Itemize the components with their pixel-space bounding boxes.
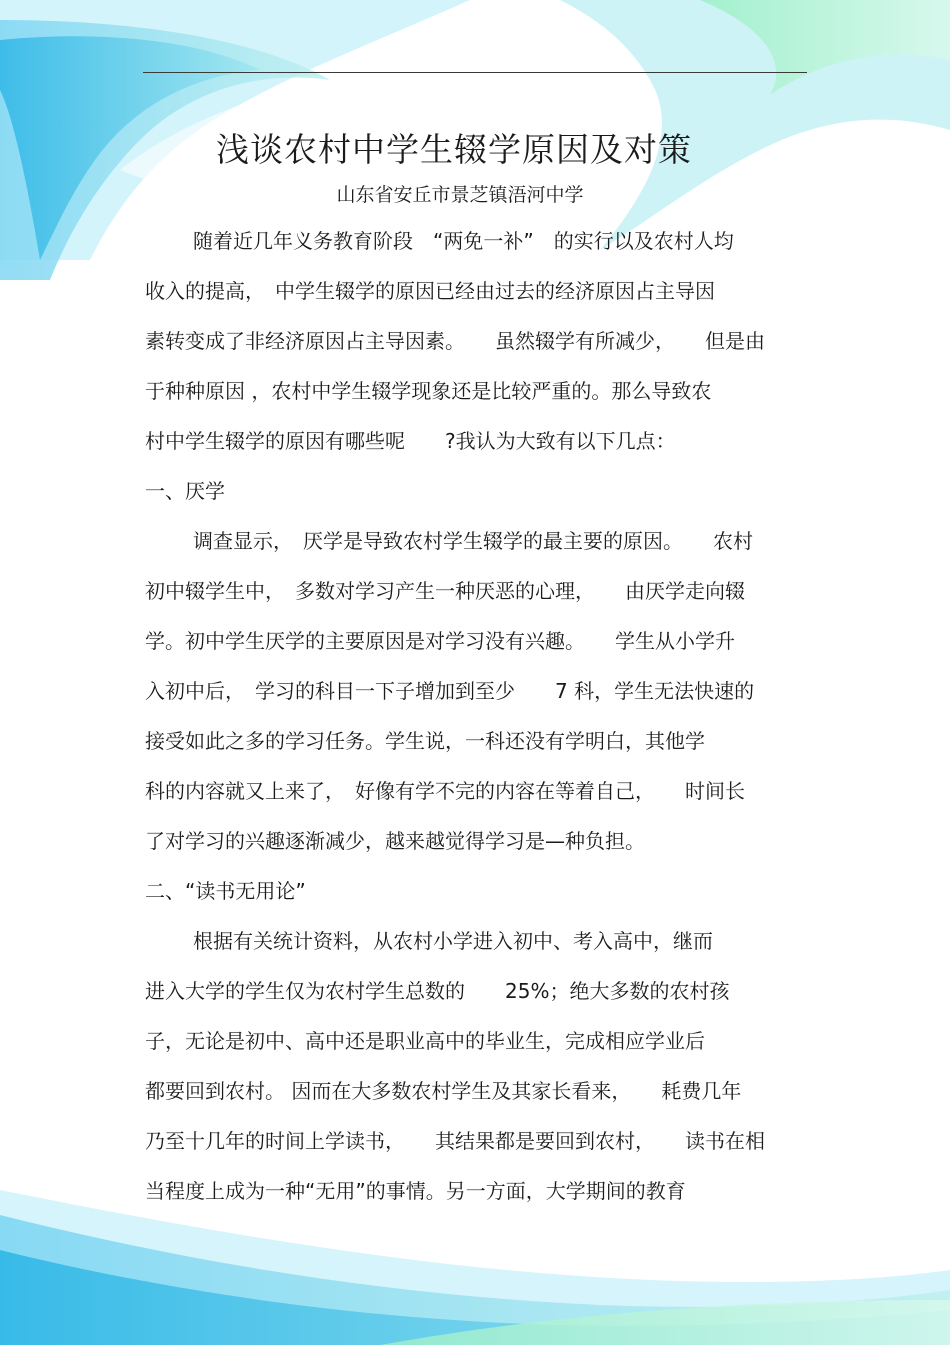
paragraph-line: 随着近几年义务教育阶段 “两免一补” 的实行以及农村人均 xyxy=(193,229,734,253)
paragraph-line: 科的内容就又上来了， 好像有学不完的内容在等着自己， 时间长 xyxy=(145,779,745,803)
paragraph-line: 了对学习的兴趣逐渐减少，越来越觉得学习是—种负担。 xyxy=(145,829,645,853)
header-rule xyxy=(143,72,807,73)
paragraph-line: 村中学生辍学的原因有哪些呢 ?我认为大致有以下几点： xyxy=(145,429,676,453)
paragraph-line: 当程度上成为一种“无用”的事情。另一方面，大学期间的教育 xyxy=(145,1179,686,1203)
paragraph-line: 根据有关统计资料，从农村小学进入初中、考入高中，继而 xyxy=(193,929,713,953)
paragraph-line: 子，无论是初中、高中还是职业高中的毕业生，完成相应学业后 xyxy=(145,1029,705,1053)
paragraph-line: 调查显示， 厌学是导致农村学生辍学的最主要的原因。 农村 xyxy=(193,529,753,553)
paragraph-line: 素转变成了非经济原因占主导因素。 虽然辍学有所减少， 但是由 xyxy=(145,329,765,353)
paragraph-line: 学。初中学生厌学的主要原因是对学习没有兴趣。 学生从小学升 xyxy=(145,629,735,653)
paragraph-line: 进入大学的学生仅为农村学生总数的 25%；绝大多数的农村孩 xyxy=(145,979,730,1003)
paragraph-line: 乃至十几年的时间上学读书， 其结果都是要回到农村， 读书在相 xyxy=(145,1129,765,1153)
paragraph-line: 都要回到农村。 因而在大多数农村学生及其家长看来， 耗费几年 xyxy=(145,1079,742,1103)
paragraph-line: 入初中后， 学习的科目一下子增加到至少 7 科，学生无法快速的 xyxy=(145,679,755,703)
paragraph-line: 初中辍学生中， 多数对学习产生一种厌恶的心理， 由厌学走向辍 xyxy=(145,579,745,603)
document-title: 浅谈农村中学生辍学原因及对策 xyxy=(216,130,692,169)
paragraph-line: 接受如此之多的学习任务。学生说，一科还没有学明白，其他学 xyxy=(145,729,705,753)
section-heading: 二、“读书无用论” xyxy=(145,879,306,903)
section-heading: 一、厌学 xyxy=(145,479,225,503)
paragraph-line: 收入的提高， 中学生辍学的原因已经由过去的经济原因占主导因 xyxy=(145,279,715,303)
document-subtitle: 山东省安丘市景芝镇浯河中学 xyxy=(336,184,584,206)
paragraph-line: 于种种原因 ，农村中学生辍学现象还是比较严重的。那么导致农 xyxy=(145,379,712,403)
